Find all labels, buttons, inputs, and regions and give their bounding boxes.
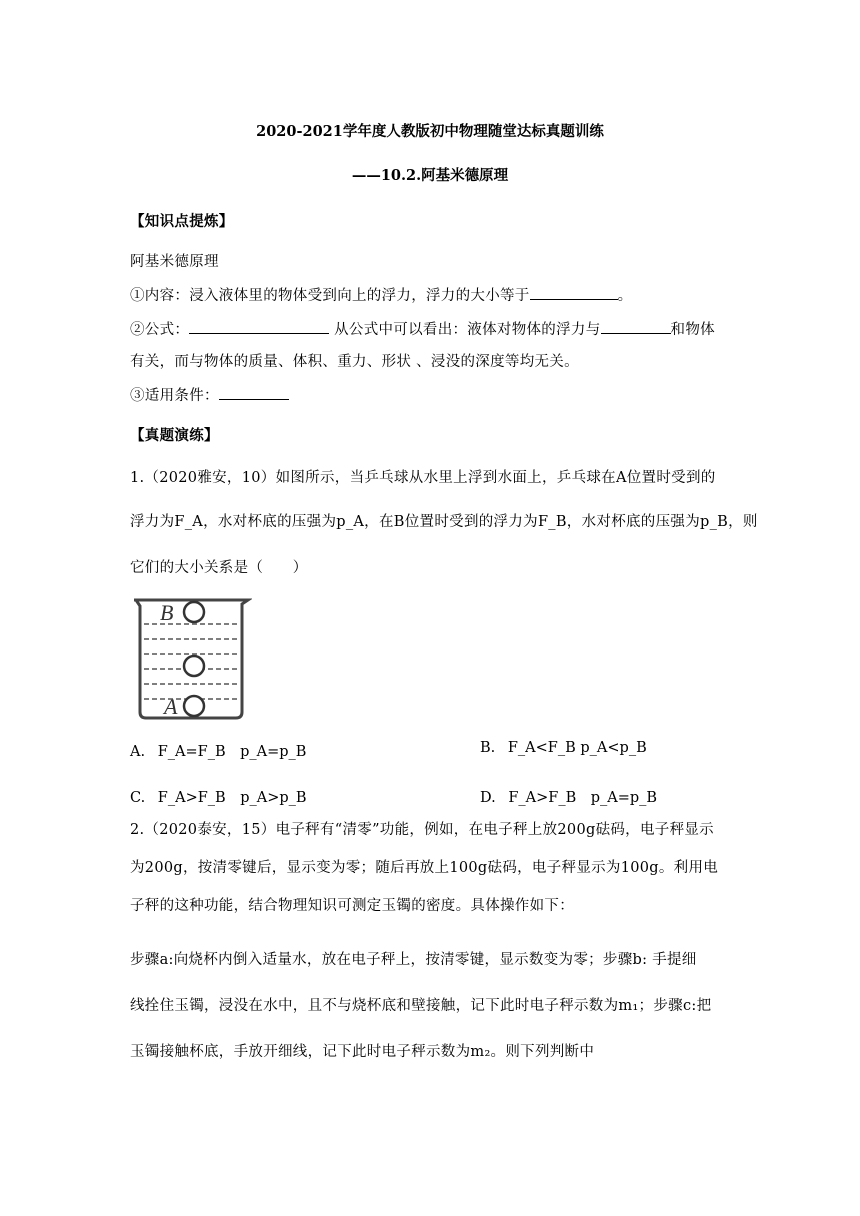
q1-line-1: 1.（2020雅安，10）如图所示，当乒乓球从水里上浮到水面上，乒乓球在A位置时受到的: [130, 470, 716, 486]
section-heading-knowledge: 【知识点提炼】: [130, 213, 234, 230]
option-d-label: D.: [480, 790, 496, 806]
item3-prefix: ③适用条件：: [130, 388, 219, 404]
q2-line-6: 玉镯接触杯底，手放开细线，记下此时电子秤示数为m₂。则下列判断中: [130, 1044, 595, 1060]
page-subtitle: ——10.2.阿基米德原理: [351, 167, 509, 184]
ball-middle: [184, 656, 204, 676]
knowledge-item-2-line2: 有关，而与物体的质量、体积、重力、形状 、浸没的深度等均无关。: [130, 354, 579, 370]
q2-line-4: 步骤a:向烧杯内倒入适量水，放在电子秤上，按清零键，显示数变为零；步骤b: 手提细: [130, 952, 697, 968]
option-b-text: F_A<F_B p_A<p_B: [507, 740, 647, 756]
item1-prefix: ①内容：浸入液体里的物体受到向上的浮力，浮力的大小等于: [130, 288, 530, 304]
option-d-text: F_A>F_B p_A=p_B: [508, 790, 658, 806]
knowledge-item-2: [130, 318, 715, 339]
q1-line-2: 浮力为F_A，水对杯底的压强为p_A，在B位置时受到的浮力为F_B，水对杯底的压强为p_B，则: [130, 514, 758, 530]
option-c-label: C.: [130, 790, 146, 806]
blank-field[interactable]: [530, 285, 618, 300]
label-b: B: [160, 600, 174, 625]
option-c-text: F_A>F_B p_A>p_B: [157, 790, 307, 806]
item1-suffix: 。: [617, 288, 633, 304]
q1-line-3: 它们的大小关系是（ ）: [130, 560, 308, 576]
knowledge-item-1: [130, 284, 632, 305]
blank-field[interactable]: [189, 319, 329, 334]
ball-b: [184, 602, 204, 622]
q2-line-1: 2.（2020泰安，15）电子秤有“清零”功能，例如，在电子秤上放200g砝码，电子秤显示: [130, 822, 714, 838]
option-c[interactable]: [130, 786, 307, 807]
option-a[interactable]: [130, 740, 306, 761]
knowledge-topic: 阿基米德原理: [130, 254, 219, 270]
option-d[interactable]: [480, 786, 657, 807]
item2-suffix: 和物体: [670, 322, 715, 338]
item2-mid: 从公式中可以看出：液体对物体的浮力与: [329, 322, 601, 338]
q2-line-3: 子秤的这种功能，结合物理知识可测定玉镯的密度。具体操作如下：: [130, 898, 574, 914]
beaker-figure: [130, 594, 252, 722]
q2-line-2: 为200g，按清零键后，显示变为零；随后再放上100g砝码，电子秤显示为100g。利用电: [130, 860, 719, 876]
label-a: A: [164, 694, 178, 719]
section-heading-practice: 【真题演练】: [130, 427, 219, 444]
knowledge-item-3: [130, 384, 289, 405]
option-a-text: F_A=F_B p_A=p_B: [157, 744, 307, 760]
option-b-label: B.: [480, 740, 496, 756]
option-b[interactable]: [480, 740, 647, 756]
q2-line-5: 线拴住玉镯，浸没在水中，且不与烧杯底和壁接触，记下此时电子秤示数为m₁；步骤c:把: [130, 998, 712, 1014]
blank-field[interactable]: [601, 319, 671, 334]
page-title: 2020-2021学年度人教版初中物理随堂达标真题训练: [256, 123, 604, 140]
item2-prefix: ②公式：: [130, 322, 190, 338]
ball-a: [184, 696, 204, 716]
option-a-label: A.: [130, 744, 146, 760]
blank-field[interactable]: [219, 385, 289, 400]
